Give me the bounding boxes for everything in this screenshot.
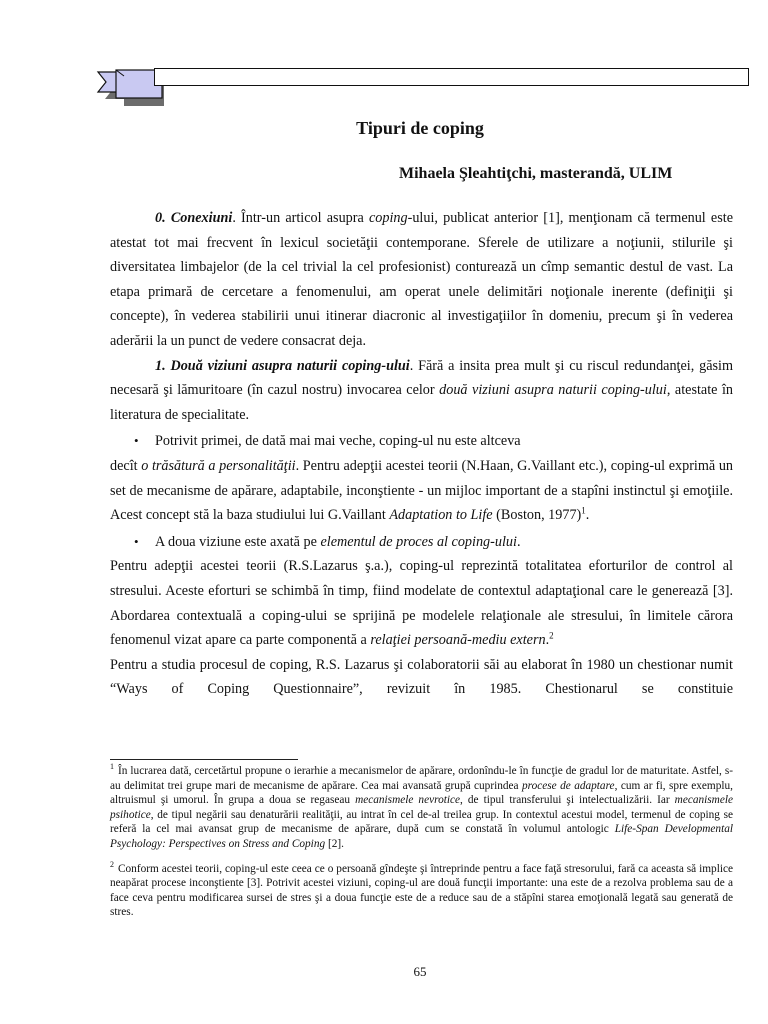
article-body [110,206,733,702]
paragraph-lazarus: Pentru a studia procesul de coping, R.S. Lazarus şi colaboratorii săi au elaborat în 1980 un chestionar numit “Ways of Coping Questionnaire”, revizuit în 1985. Chestionarul se constituie [110,656,733,698]
footnote-divider [110,759,298,760]
header-rule-box [154,68,749,86]
bullet-item-first: • Potrivit primei, de dată mai mai veche, coping-ul nu este altceva [110,429,733,454]
paragraph-first-view: decît o trăsătură a personalităţii. Pentru adepţii acestei teorii (N.Haan, G.Vaillant etc.), coping-ul exprimă un set de mecanisme de apărare, adaptabile, inconştiente - un mijloc important de a stapîni instinctul şi emoţiile. Acest concept stă la baza studiului lui G.Vaillant Adaptation to Life (Boston, 1977)$^1$. [110,457,734,524]
article-title: Tipuri de coping [356,118,484,138]
section-label: 1. Două viziuni asupra naturii coping-ului [155,357,410,374]
bullet-icon: • [134,533,139,549]
footnote-ref: 2 [549,630,554,641]
section-label: 0. Conexiuni [155,210,233,226]
bullet-item-second: • A doua viziune este axată pe elementul de proces al coping-ului. [110,530,733,555]
footnote-2: $^2$ Conform acestei teorii, coping-ul este ceea ce o persoană gîndeşte şi întreprinde pentru a face faţă stresorului, fară ca aceasta să implice neapărat procese inconştiente [3]. Potrivit acestei viziuni, coping-ul are două funcţii importante: una este de a rezolva problema sau de a face ceva pentru modificarea sursei de stres şi a doua funcţie este de a reduce sau de a stăpîni starea emoţională legată sau generată de stres. [110,859,733,919]
article-author: Mihaela Şleahtiţchi, masterandă, ULIM [399,165,673,182]
page-number: 65 [413,964,427,979]
footnotes [110,764,733,930]
footnote-1: $^1$ În lucrarea dată, cercetărtul propune o ierarhie a mecanismelor de apărare, ordonîndu-le în funcţie de gradul lor de maturitate. Astfel, s-au delimitat trei grupe mari de mecanisme de apărare. Cea mai avansată grupă cuprindea procese de adaptare, cum ar fi, spre exemplu, altruismul şi umorul. În grupa a doua se regaseau mecanismele nevrotice, de tipul transferului şi intelectualizării. Iar mecanismele psihotice, de tipul negării sau denaturării realităţii, au intrat în cel de-al treilea grup. In contextul acestui model, termenul de coping se referă la cel mai avansat grup de mecanisme de apărare, după cum se constată în volumul antologic Life-Span Developmental Psychology: Perspectives on Stress and Coping [2]. [110,762,733,850]
footnote-ref: 1 [581,505,586,516]
paragraph-conexiuni: 0. Conexiuni. Într-un articol asupra coping-ului, publicat anterior [1], menţionam că termenul este atestat tot mai frecvent în lexicul societăţii contemporane. Sferele de utilizare a noţiunii, stilurile şi diversitatea limbajelor (de la cel trivial la cel profesionist) conturează un cîmp semantic destul de vast. La etapa primară de cercetare a fenomenului, am operat unele delimitări noţionale inerente (definiţii şi concepte), în vederea stabilirii unui itinerar diacronic al investigaţiilor în domeniu, precum şi în vederea aderării la un punct de vedere consacrat deja. [110,210,733,349]
paragraph-doua-viziuni: 1. Două viziuni asupra naturii coping-ului. Fără a insita prea mult şi cu riscul redundanţei, găsim necesară şi lămuritoare (în cazul nostru) invocarea celor două viziuni asupra naturii coping-ului, atestate în literatura de specialitate. [110,357,733,423]
paragraph-second-view: Pentru adepţii acestei teorii (R.S.Lazarus ş.a.), coping-ul reprezintă totalitatea eforturilor de control al stresului. Aceste eforturi se schimbă în timp, fiind modelate de contextul adaptaţional care le generează [3]. Abordarea contextuală a coping-ului se sprijină pe modelele relaţionale ale stresului, în limitele cărora fenomenul vizat apare ca parte componentă a relaţiei persoană-mediu extern.$^2$ [110,558,733,649]
header-banner [94,66,754,106]
bullet-icon: • [134,433,139,449]
